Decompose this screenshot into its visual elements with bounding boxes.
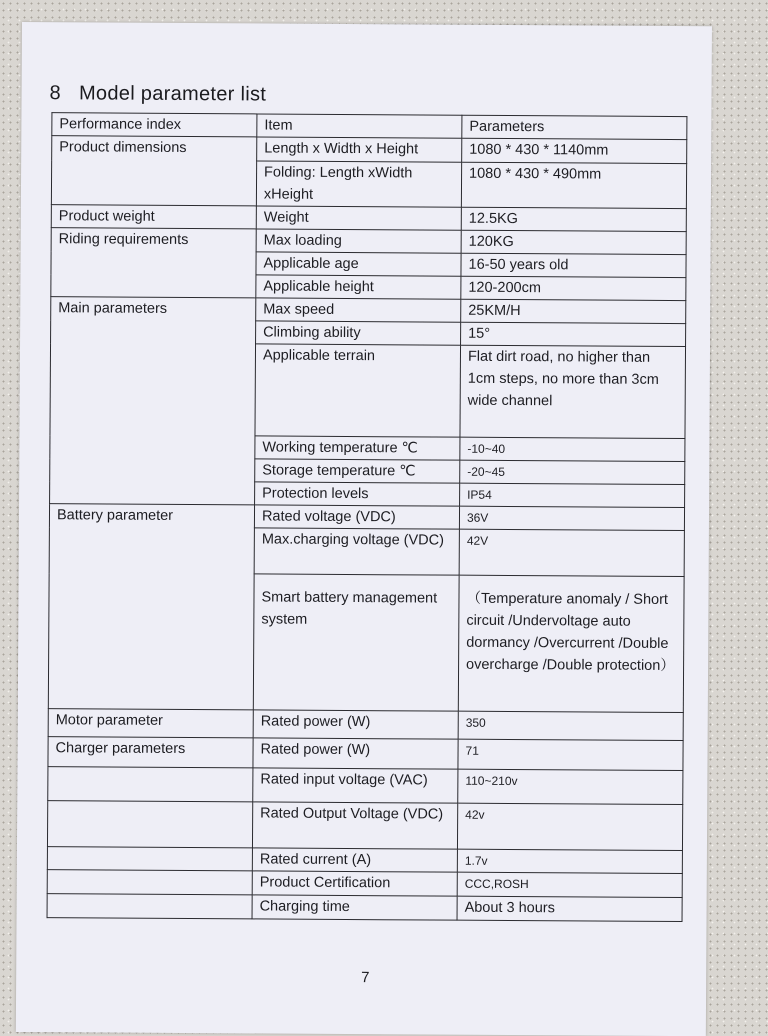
group-product-weight: Product weight	[51, 205, 256, 229]
group-empty	[48, 767, 253, 802]
item-applicable-height: Applicable height	[256, 275, 461, 299]
section-title: Model parameter list	[78, 82, 267, 106]
value-charger-rated-power: 71	[458, 739, 683, 770]
value-folding-dimensions: 1080 * 430 * 490mm	[461, 162, 686, 208]
item-max-charging-voltage: Max.charging voltage (VDC)	[254, 528, 459, 575]
value-protection-levels: IP54	[460, 483, 685, 507]
item-folding-dimensions: Folding: Length xWidth xHeight	[256, 161, 461, 207]
item-climbing-ability: Climbing ability	[256, 321, 461, 345]
value-applicable-terrain: Flat dirt road, no higher than 1cm steps, no more than 3cm wide channel	[460, 345, 686, 438]
group-empty	[47, 870, 252, 895]
value-motor-rated-power: 350	[458, 711, 683, 740]
item-product-certification: Product Certification	[252, 871, 457, 896]
value-product-certification: CCC,ROSH	[457, 872, 682, 897]
item-max-speed: Max speed	[256, 298, 461, 322]
item-rated-input-voltage: Rated input voltage (VAC)	[253, 768, 458, 803]
value-charging-time: About 3 hours	[457, 896, 682, 921]
item-length-width-height: Length x Width x Height	[257, 137, 462, 162]
value-length-width-height: 1080 * 430 * 1140mm	[462, 138, 687, 163]
table-row	[51, 297, 686, 324]
value-applicable-age: 16-50 years old	[461, 253, 686, 277]
item-motor-rated-power: Rated power (W)	[253, 710, 458, 739]
group-battery-parameter: Battery parameter	[48, 504, 254, 710]
item-smart-battery-management: Smart battery management system	[253, 574, 459, 711]
value-climbing-ability: 15°	[461, 322, 686, 346]
group-riding-requirements: Riding requirements	[51, 228, 256, 298]
value-working-temperature: -10~40	[460, 437, 685, 461]
section-number: 8	[49, 82, 62, 105]
group-empty	[47, 801, 252, 848]
item-rated-voltage: Rated voltage (VDC)	[254, 505, 459, 529]
table-row	[51, 228, 686, 255]
value-applicable-height: 120-200cm	[461, 276, 686, 300]
value-smart-battery-management: （Temperature anomaly / Short circuit /Undervoltage auto dormancy /Overcurrent /Double overcharge /Double protection）	[458, 575, 684, 712]
page-number: 7	[361, 969, 370, 987]
value-max-charging-voltage: 42V	[459, 529, 684, 576]
header-item: Item	[257, 114, 462, 138]
header-performance-index: Performance index	[52, 113, 257, 137]
item-storage-temperature: Storage temperature ℃	[255, 459, 460, 483]
table-row	[47, 801, 682, 851]
value-rated-voltage: 36V	[459, 506, 684, 530]
table-row	[48, 737, 683, 771]
table-row	[49, 504, 684, 531]
item-weight: Weight	[256, 206, 461, 230]
group-product-dimensions: Product dimensions	[51, 136, 256, 206]
header-parameters: Parameters	[462, 115, 687, 139]
table-header-row	[52, 113, 687, 140]
table-row	[51, 205, 686, 232]
value-rated-output-voltage: 42v	[457, 803, 682, 850]
table-row	[47, 894, 682, 922]
parameter-table	[47, 112, 688, 922]
group-motor-parameter: Motor parameter	[48, 709, 253, 738]
table-row	[48, 709, 683, 741]
item-charging-time: Charging time	[252, 895, 457, 920]
group-empty	[47, 847, 252, 871]
item-rated-current: Rated current (A)	[252, 848, 457, 872]
value-rated-current: 1.7v	[457, 849, 682, 873]
table-row	[52, 136, 687, 164]
group-charger-parameters: Charger parameters	[48, 737, 253, 768]
value-weight: 12.5KG	[461, 207, 686, 231]
item-applicable-terrain: Applicable terrain	[255, 344, 461, 437]
item-max-loading: Max loading	[256, 229, 461, 253]
item-applicable-age: Applicable age	[256, 252, 461, 276]
group-empty	[47, 894, 252, 919]
value-rated-input-voltage: 110~210v	[458, 769, 683, 804]
item-working-temperature: Working temperature ℃	[255, 436, 460, 460]
item-protection-levels: Protection levels	[255, 482, 460, 506]
item-charger-rated-power: Rated power (W)	[253, 738, 458, 769]
table-row	[48, 767, 683, 805]
section-heading	[49, 82, 266, 106]
item-rated-output-voltage: Rated Output Voltage (VDC)	[252, 802, 457, 849]
value-max-loading: 120KG	[461, 230, 686, 254]
value-storage-temperature: -20~45	[460, 460, 685, 484]
value-max-speed: 25KM/H	[461, 299, 686, 323]
group-main-parameters: Main parameters	[50, 297, 256, 505]
manual-page	[16, 22, 712, 1036]
